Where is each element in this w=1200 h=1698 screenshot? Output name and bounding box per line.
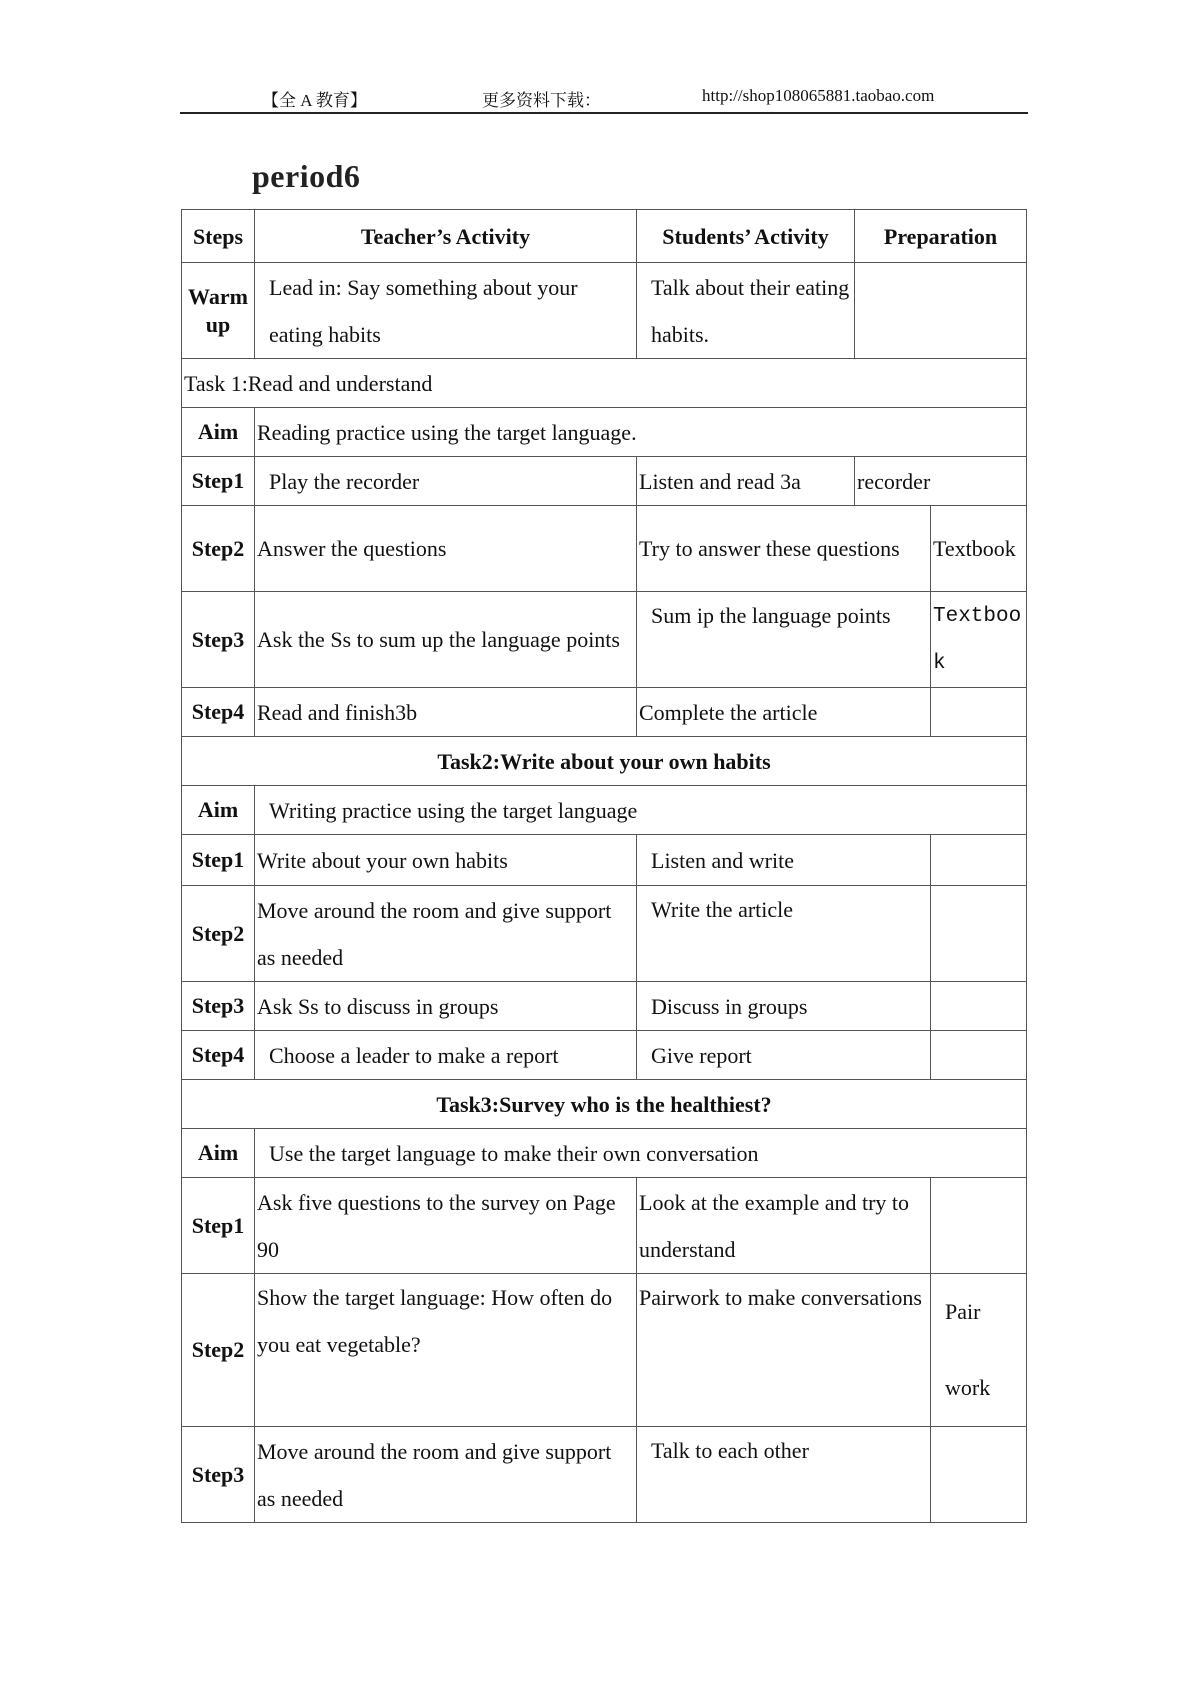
teacher-cell: Ask Ss to discuss in groups [255, 982, 637, 1031]
prep-cell: Textbook [931, 506, 1027, 592]
teacher-cell: Write about your own habits [255, 835, 637, 886]
table-row [182, 263, 1027, 359]
students-cell: Complete the article [637, 688, 931, 737]
aim-label: Aim [182, 408, 255, 457]
step-cell: Step3 [182, 592, 255, 688]
task2-title: Task2:Write about your own habits [182, 737, 1027, 786]
header-download-label: 更多资料下载： [482, 91, 601, 110]
step-cell: Step4 [182, 688, 255, 737]
table-row [182, 592, 1027, 688]
aim-text: Writing practice using the target language [255, 786, 1027, 835]
teacher-cell: Show the target language: How often do you eat vegetable? [255, 1274, 637, 1427]
task3-title: Task3:Survey who is the healthiest? [182, 1080, 1027, 1129]
aim-label: Aim [182, 1129, 255, 1178]
table-row [182, 1178, 1027, 1274]
step-cell: Step1 [182, 457, 255, 506]
step-cell: Step3 [182, 1427, 255, 1523]
students-cell: Look at the example and try to understand [637, 1178, 931, 1274]
page-title: period6 [252, 158, 361, 194]
prep-cell [855, 263, 1027, 359]
students-cell: Listen and write [637, 835, 931, 886]
aim-label: Aim [182, 786, 255, 835]
aim-row [182, 1129, 1027, 1178]
task-title-row [182, 737, 1027, 786]
students-cell: Sum ip the language points [637, 592, 931, 688]
step-cell: Step1 [182, 835, 255, 886]
step-cell: Step2 [182, 886, 255, 982]
students-cell: Listen and read 3a [637, 457, 855, 506]
step-cell: Step2 [182, 1274, 255, 1427]
task1-title: Task 1:Read and understand [182, 359, 1027, 408]
table-row [182, 688, 1027, 737]
table-row [182, 506, 1027, 592]
prep-cell [931, 982, 1027, 1031]
table-header-row [182, 210, 1027, 263]
col-header-preparation: Preparation [855, 210, 1027, 263]
prep-cell: Textbook [931, 592, 1027, 688]
table-row [182, 1274, 1027, 1427]
teacher-cell: Move around the room and give support as needed [255, 1427, 637, 1523]
teacher-cell: Ask five questions to the survey on Page 90 [255, 1178, 637, 1274]
teacher-cell: Answer the questions [255, 506, 637, 592]
teacher-cell: Move around the room and give support as needed [255, 886, 637, 982]
students-cell: Talk about their eating habits. [637, 263, 855, 359]
col-header-students: Students’ Activity [637, 210, 855, 263]
col-header-steps: Steps [182, 210, 255, 263]
table-row [182, 1031, 1027, 1080]
students-cell: Give report [637, 1031, 931, 1080]
students-cell: Talk to each other [637, 1427, 931, 1523]
step-cell: Step2 [182, 506, 255, 592]
prep-cell [931, 688, 1027, 737]
col-header-teacher: Teacher’s Activity [255, 210, 637, 263]
table-row [182, 886, 1027, 982]
teacher-cell: Ask the Ss to sum up the language points [255, 592, 637, 688]
header-brand: 【全 A 教育】 [262, 91, 367, 110]
prep-cell [931, 835, 1027, 886]
students-cell: Discuss in groups [637, 982, 931, 1031]
step-cell: Step4 [182, 1031, 255, 1080]
prep-cell: recorder [855, 457, 1027, 506]
prep-cell [931, 1178, 1027, 1274]
table-row [182, 457, 1027, 506]
students-cell: Write the article [637, 886, 931, 982]
table-row [182, 982, 1027, 1031]
aim-text: Use the target language to make their own conversation [255, 1129, 1027, 1178]
lesson-plan-table [181, 209, 1027, 1523]
teacher-cell: Lead in: Say something about your eating habits [255, 263, 637, 359]
teacher-cell: Choose a leader to make a report [255, 1031, 637, 1080]
step-cell: Step1 [182, 1178, 255, 1274]
students-cell: Try to answer these questions [637, 506, 931, 592]
prep-cell [931, 1031, 1027, 1080]
step-cell: Warm up [182, 263, 255, 359]
header-url[interactable]: http://shop108065881.taobao.com [702, 86, 935, 105]
teacher-cell: Read and finish3b [255, 688, 637, 737]
aim-text: Reading practice using the target language. [255, 408, 1027, 457]
table-row [182, 1427, 1027, 1523]
prep-cell [931, 1427, 1027, 1523]
aim-row [182, 408, 1027, 457]
prep-cell: Pair work [931, 1274, 1027, 1427]
step-cell: Step3 [182, 982, 255, 1031]
task-title-row [182, 359, 1027, 408]
aim-row [182, 786, 1027, 835]
table-row [182, 835, 1027, 886]
students-cell: Pairwork to make conversations [637, 1274, 931, 1427]
task-title-row [182, 1080, 1027, 1129]
page-header [180, 86, 1028, 114]
teacher-cell: Play the recorder [255, 457, 637, 506]
prep-cell [931, 886, 1027, 982]
